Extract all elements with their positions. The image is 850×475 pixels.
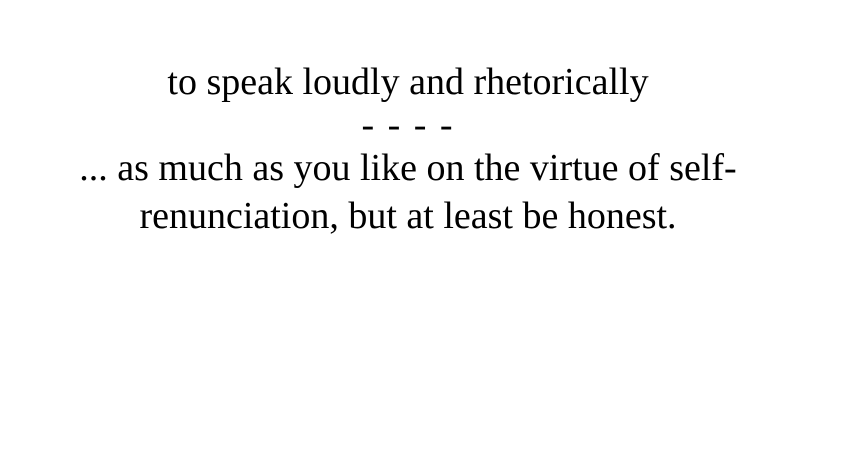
separator: - - - - <box>361 104 455 146</box>
example-line-2: renunciation, but at least be honest. <box>139 195 677 237</box>
example-sentence <box>38 144 778 240</box>
example-line-1: ... as much as you like on the virtue of self- <box>79 147 737 189</box>
definition-text: to speak loudly and rhetorically <box>167 61 649 103</box>
